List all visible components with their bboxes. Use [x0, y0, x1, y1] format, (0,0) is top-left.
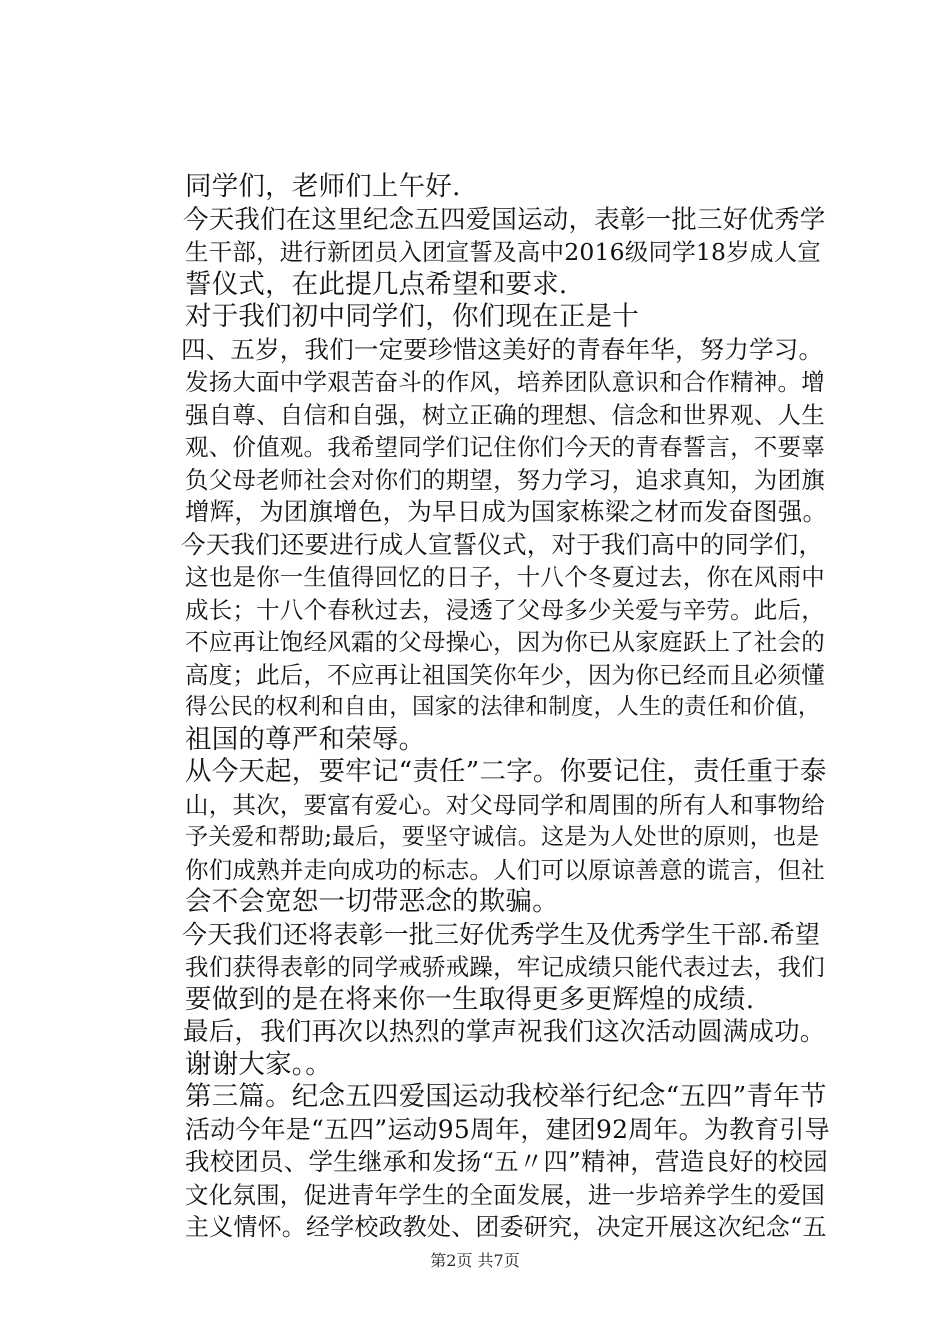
text-line: 成长；十八个春秋过去，浸透了父母多少关爱与辛劳。此后， [185, 595, 825, 624]
paragraph [132, 1081, 832, 1244]
text-line: 这也是你一生值得回忆的日子，十八个冬夏过去，你在风雨中 [185, 563, 825, 591]
paragraph [132, 301, 832, 334]
paragraph [132, 334, 832, 529]
text-line: 对于我们初中同学们，你们现在正是十 [185, 301, 639, 332]
text-line: 今天我们还要进行成人宣誓仪式，对于我们高中的同学们， [181, 529, 824, 559]
text-line: 要做到的是在将来你一生取得更多更辉煌的成绩. [185, 983, 755, 1015]
text-line: 我们获得表彰的同学戒骄戒躁，牢记成绩只能代表过去，我们 [185, 953, 825, 981]
paragraph [132, 1049, 832, 1082]
text-line: 文化氛围，促进青年学生的全面发展，进一步培养学生的爱国 [185, 1180, 825, 1209]
text-line: 今天我们还将表彰一批三好优秀学生及优秀学生干部.希望 [182, 919, 821, 949]
text-line: 今天我们在这里纪念五四爱国运动，表彰一批三好优秀学 [183, 204, 826, 235]
text-line: 最后，我们再次以热烈的掌声祝我们这次活动圆满成功。 [183, 1017, 826, 1047]
text-line: 观、价值观。我希望同学们记住你们今天的青春誓言，不要辜 [185, 433, 825, 461]
text-line: 生干部，进行新团员入团宣誓及高中2016级同学18岁成人宣 [185, 238, 822, 266]
text-line: 予关爱和帮助;最后，要坚守诚信。这是为人处世的原则，也是 [185, 824, 820, 850]
paragraph [132, 756, 832, 919]
page-footer: 第2页 共7页 [430, 1251, 520, 1270]
paragraph [132, 529, 832, 757]
text-line: 强自尊、自信和自强，树立正确的理想、信念和世界观、人生 [185, 400, 825, 429]
text-line: 同学们，老师们上午好. [185, 171, 461, 202]
text-line: 谢谢大家。。 [185, 1048, 332, 1080]
text-line: 祖国的尊严和荣辱。 [185, 723, 426, 755]
text-line: 会不会宽恕一切带恶念的欺骗。 [185, 886, 559, 917]
text-line: 高度；此后，不应再让祖国笑你年少，因为你已经而且必须懂 [185, 660, 825, 689]
text-line: 誓仪式，在此提几点希望和要求. [185, 268, 568, 300]
text-line: 发扬大面中学艰苦奋斗的作风，培养团队意识和合作精神。增 [185, 368, 825, 396]
paragraph [132, 1016, 832, 1049]
text-line: 负父母老师社会对你们的期望，努力学习，追求真知，为团旗 [185, 465, 825, 494]
text-line: 主义情怀。经学校政教处、团委研究，决定开展这次纪念“五 [185, 1213, 827, 1241]
text-line: 山，其次，要富有爱心。对父母同学和周围的所有人和事物给 [185, 790, 825, 819]
text-line: 从今天起，要牢记“责任”二字。你要记住，责任重于泰 [185, 756, 827, 787]
text-line: 你们成熟并走向成功的标志。人们可以原谅善意的谎言，但社 [185, 855, 825, 884]
paragraph [132, 171, 832, 204]
text-line: 我校团员、学生继承和发扬“五〃四”精神，营造良好的校园 [185, 1147, 828, 1176]
text-line: 增辉，为团旗增色，为早日成为国家栋梁之材而发奋图强。 [185, 497, 828, 526]
text-line: 得公民的权利和自由，国家的法律和制度，人生的责任和价值， [185, 694, 821, 720]
document-body [132, 171, 832, 1244]
text-line: 第三篇。纪念五四爱国运动我校举行纪念“五四”青年节 [185, 1081, 827, 1112]
text-line: 不应再让饱经风霜的父母操心，因为你已从家庭跃上了社会的 [185, 628, 825, 656]
text-line: 四、五岁，我们一定要珍惜这美好的青春年华，努力学习。 [181, 334, 824, 364]
paragraph [132, 919, 832, 1017]
text-line: 活动今年是“五四”运动95周年，建团92周年。为教育引导 [185, 1114, 830, 1144]
paragraph [132, 204, 832, 302]
